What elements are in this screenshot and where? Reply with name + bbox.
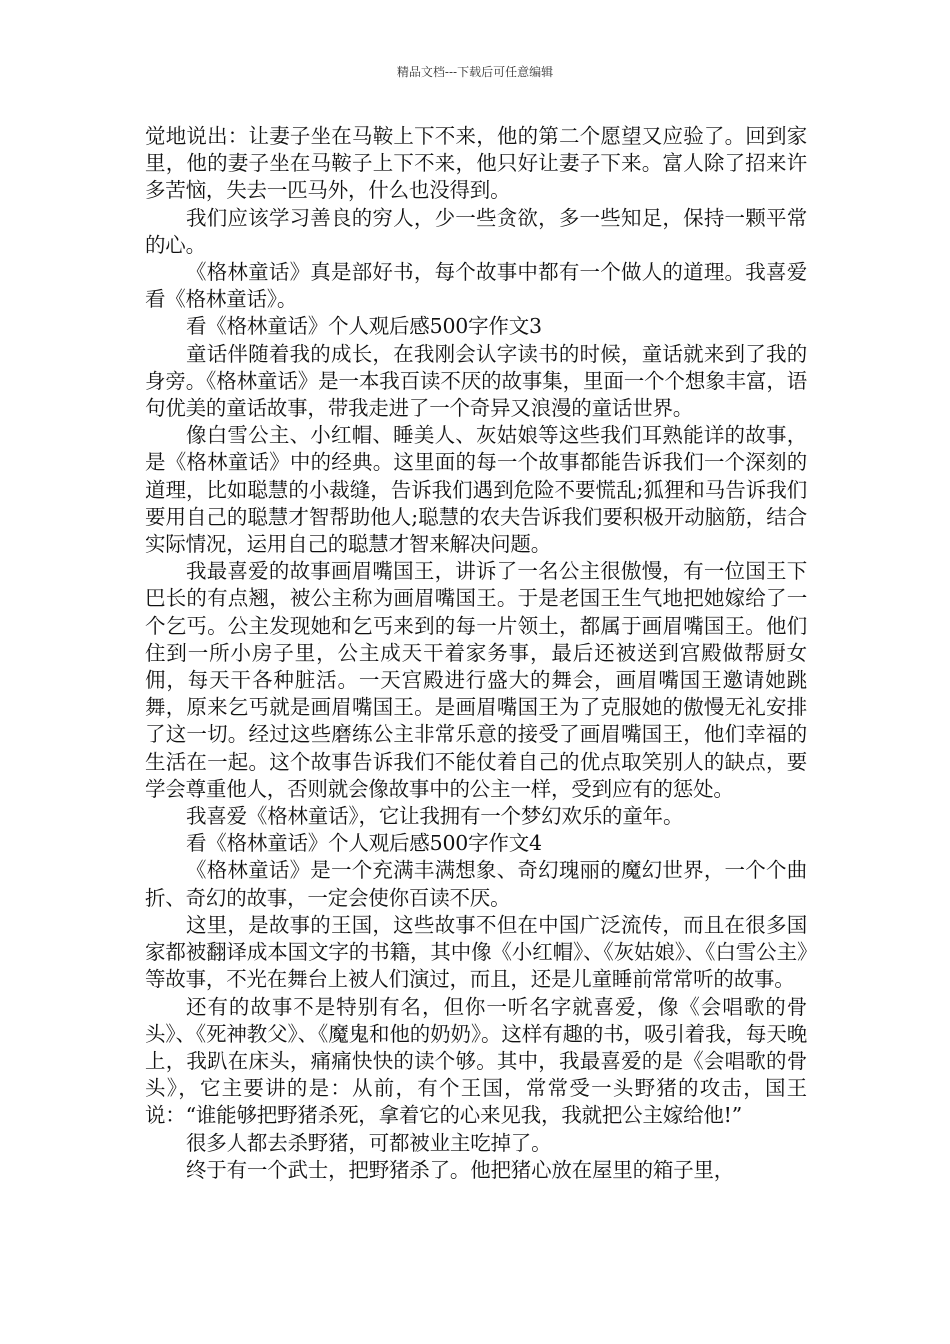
- document-body: [145, 123, 807, 1184]
- paragraph: 我喜爱《格林童话》，它让我拥有一个梦幻欢乐的童年。: [186, 804, 684, 829]
- paragraph: 很多人都去杀野猪，可都被业主吃掉了。: [186, 1130, 552, 1155]
- paragraph: 觉地说出：让妻子坐在马鞍上下不来，他的第二个愿望又应验了。回到家里，他的妻子坐在马鞍子上下不来，他只好让妻子下来。富人除了招来许多苦恼，失去一匹马外，什么也没得到。: [145, 124, 807, 203]
- paragraph: 还有的故事不是特别有名，但你一听名字就喜爱，像《会唱歌的骨头》、《死神教父》、《魔鬼和他的奶奶》。这样有趣的书，吸引着我，每天晚上，我趴在床头，痛痛快快的读个够。其中，我最喜爱的是《会唱歌的骨头》，它主要讲的是：从前，有个王国，常常受一头野猪的攻击，国王说：“谁能够把野猪杀死，拿着它的心来见我，我就把公主嫁给他!”: [145, 994, 807, 1128]
- paragraph: 这里，是故事的王国，这些故事不但在中国广泛流传，而且在很多国家都被翻译成本国文字的书籍，其中像《小红帽》、《灰姑娘》、《白雪公主》等故事，不光在舞台上被人们演过，而且，还是儿童睡前常常听的故事。: [145, 912, 807, 992]
- paragraph: 我最喜爱的故事画眉嘴国王，讲诉了一名公主很傲慢，有一位国王下巴长的有点翘，被公主称为画眉嘴国王。于是老国王生气地把她嫁给了一个乞丐。公主发现她和乞丐来到的每一片领土，都属于画眉嘴国王。他们住到一所小房子里，公主成天干着家务事，最后还被送到宫殿做帮厨女佣，每天干各种脏活。一天宫殿进行盛大的舞会，画眉嘴国王邀请她跳舞，原来乞丐就是画眉嘴国王。是画眉嘴国王为了克服她的傲慢无礼安排了这一切。经过这些磨练公主非常乐意的接受了画眉嘴国王，他们幸福的生活在一起。这个故事告诉我们不能仗着自己的优点取笑别人的缺点，要学会尊重他人，否则就会像故事中的公主一样，受到应有的惩处。: [145, 559, 807, 801]
- paragraph: 终于有一个武士，把野猪杀了。他把猪心放在屋里的箱子里，: [186, 1157, 735, 1182]
- page-header: 精品文档---下载后可任意编辑: [396, 65, 554, 79]
- section-heading: 看《格林童话》个人观后感500字作文3: [186, 314, 542, 339]
- paragraph: 童话伴随着我的成长，在我刚会认字读书的时候，童话就来到了我的身旁。《格林童话》是一本我百读不厌的故事集，里面一个个想象丰富，语句优美的童话故事，带我走进了一个奇异又浪漫的童话世界。: [145, 341, 807, 421]
- paragraph: 《格林童话》是一个充满丰满想象、奇幻瑰丽的魔幻世界，一个个曲折、奇幻的故事，一定会使你百读不厌。: [145, 858, 807, 910]
- paragraph: 像白雪公主、小红帽、睡美人、灰姑娘等这些我们耳熟能详的故事，是《格林童话》中的经典。这里面的每一个故事都能告诉我们一个深刻的道理，比如聪慧的小裁缝，告诉我们遇到危险不要慌乱;狐狸和马告诉我们要用自己的聪慧才智帮助他人;聪慧的农夫告诉我们要积极开动脑筋，结合实际情况，运用自己的聪慧才智来解决问题。: [145, 423, 807, 557]
- paragraph: 《格林童话》真是部好书，每个故事中都有一个做人的道理。我喜爱看《格林童话》。: [145, 260, 807, 312]
- section-heading: 看《格林童话》个人观后感500字作文4: [186, 831, 542, 856]
- paragraph: 我们应该学习善良的穷人，少一些贪欲，多一些知足，保持一颗平常的心。: [145, 205, 807, 257]
